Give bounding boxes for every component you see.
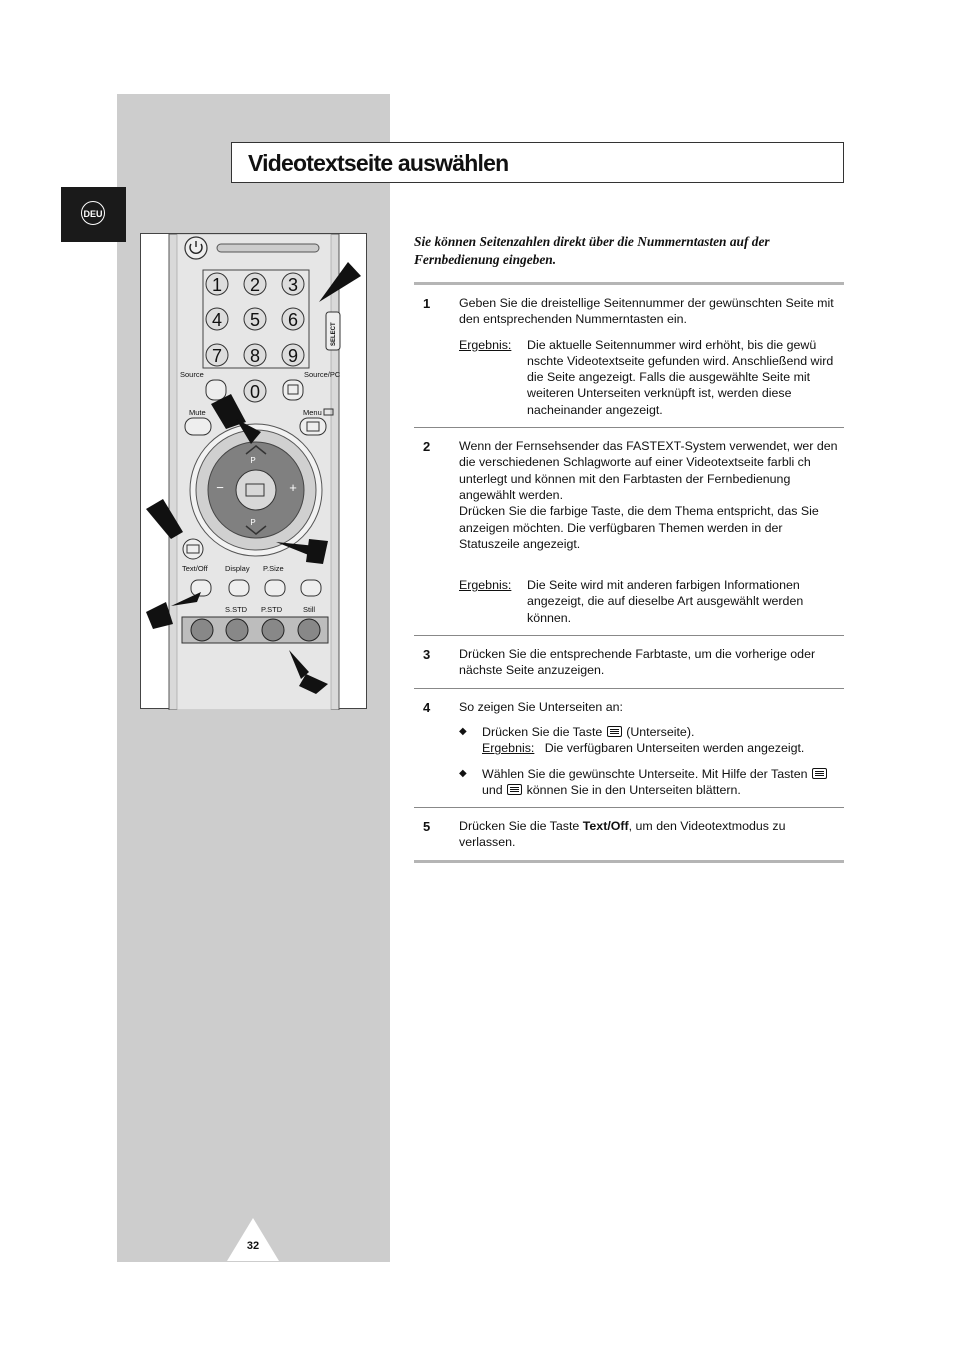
bullet-text: können Sie in den Unterseiten blättern. xyxy=(526,782,741,797)
step-number: 3 xyxy=(423,647,431,663)
step-text: Drücken Sie die entsprechende Farbtaste, um die vorherige oder nächste Seite anzuzeigen. xyxy=(459,647,816,678)
select-label: SELECT xyxy=(331,322,337,346)
step-number: 1 xyxy=(423,296,431,311)
step-result xyxy=(459,337,844,418)
key-5: 5 xyxy=(249,310,261,330)
bullet-2 xyxy=(459,766,844,799)
key-6: 6 xyxy=(287,310,299,330)
step-text: Wenn der Fernsehsender das FASTEXT-System verwendet, wer den die verschiedenen Schlagworte auf einer Videotextseite farbli ch unterlegt und können mit den Farbtasten der Fernbedienung angewählt werden. xyxy=(459,439,838,502)
steps-list xyxy=(414,282,844,863)
key-1: 1 xyxy=(211,275,223,295)
step-number: 5 xyxy=(423,819,431,835)
step-2 xyxy=(414,427,844,635)
key-7: 7 xyxy=(211,346,223,366)
step-number: 4 xyxy=(423,699,431,715)
key-3: 3 xyxy=(287,275,299,295)
intro-text: Sie können Seitenzahlen direkt über die Nummerntasten auf der Fernbedienung eingeben. xyxy=(414,234,770,267)
language-tab xyxy=(61,187,126,242)
result-text: Die aktuelle Seitennummer wird erhöht, bis die gewü nschte Videotextseite gefunden wird. Anschließend wird die Seite angezeigt. Falls die ausgewählte Seite mit weiteren Unterseiten verknüpft ist, werden diese nacheinander angezeigt. xyxy=(527,337,834,417)
step-3 xyxy=(414,635,844,688)
language-badge: DEU xyxy=(81,201,105,225)
step-key-name: Text/Off xyxy=(582,819,629,834)
p-down-label: P xyxy=(250,518,256,527)
p-std-label: P.STD xyxy=(261,605,283,614)
vol-minus-label: − xyxy=(216,480,224,495)
page-up-icon xyxy=(812,768,827,779)
remote-control-illustration xyxy=(140,233,367,709)
result-label: Ergebnis: xyxy=(482,741,535,756)
source-label: Source xyxy=(180,370,204,379)
p-up-label: P xyxy=(250,456,256,465)
p-size-label: P.Size xyxy=(263,564,284,573)
bullet-text: Wählen Sie die gewünschte Unterseite. Mit Hilfe der Tasten xyxy=(482,766,808,781)
title-box xyxy=(231,142,844,183)
page-number: 32 xyxy=(246,1240,260,1252)
key-9: 9 xyxy=(287,346,299,366)
result-text: Die Seite wird mit anderen farbigen Informationen angezeigt, die auf dieselbe Art ausgewählt werden können. xyxy=(527,578,804,625)
result-label: Ergebnis: xyxy=(459,578,512,593)
step-number: 2 xyxy=(423,439,431,455)
remote-control-drawing xyxy=(141,234,368,710)
subpage-icon xyxy=(607,726,622,737)
bullet-text: Drücken Sie die Taste xyxy=(482,724,603,739)
result-text: Die verfügbaren Unterseiten werden angezeigt. xyxy=(544,741,805,756)
step-result xyxy=(459,577,844,626)
key-0: 0 xyxy=(249,382,261,402)
step-5 xyxy=(414,807,844,860)
result-label: Ergebnis: xyxy=(459,337,512,352)
bullet-1 xyxy=(459,724,844,757)
display-label: Display xyxy=(225,564,250,573)
source-pc-label: Source/PC xyxy=(304,370,341,379)
vol-plus-label: + xyxy=(289,480,297,495)
still-label: Still xyxy=(303,605,316,614)
step-text-2: Drücken Sie die farbige Taste, die dem Thema entspricht, das Sie anzeigen möchten. Die verfügbaren Themen werden in der Statuszeile angezeigt. xyxy=(459,504,819,551)
bullet-text: (Unterseite). xyxy=(626,724,695,739)
step-text: Geben Sie die dreistellige Seitennummer der gewünschten Seite mit den entsprechenden Nummerntasten ein. xyxy=(459,296,834,327)
page-down-icon xyxy=(507,784,522,795)
mute-label: Mute xyxy=(189,408,206,417)
page-number-marker xyxy=(227,1218,279,1261)
step-text: Drücken Sie die Taste xyxy=(459,819,580,834)
key-2: 2 xyxy=(249,275,261,295)
menu-label: Menu xyxy=(303,408,322,417)
step-text: , um den Videotextmodus zu verlassen. xyxy=(459,819,786,850)
bullet-mark: ◆ xyxy=(459,767,467,779)
step-4 xyxy=(414,688,844,807)
key-4: 4 xyxy=(211,310,223,330)
key-8: 8 xyxy=(249,346,261,366)
text-off-label: Text/Off xyxy=(182,564,208,573)
bullet-text: und xyxy=(482,782,503,797)
page-title: Videotextseite auswählen xyxy=(248,150,509,176)
step-text: So zeigen Sie Unterseiten an: xyxy=(459,699,623,714)
step-1 xyxy=(414,285,844,427)
s-std-label: S.STD xyxy=(225,605,248,614)
bullet-mark: ◆ xyxy=(459,725,467,737)
